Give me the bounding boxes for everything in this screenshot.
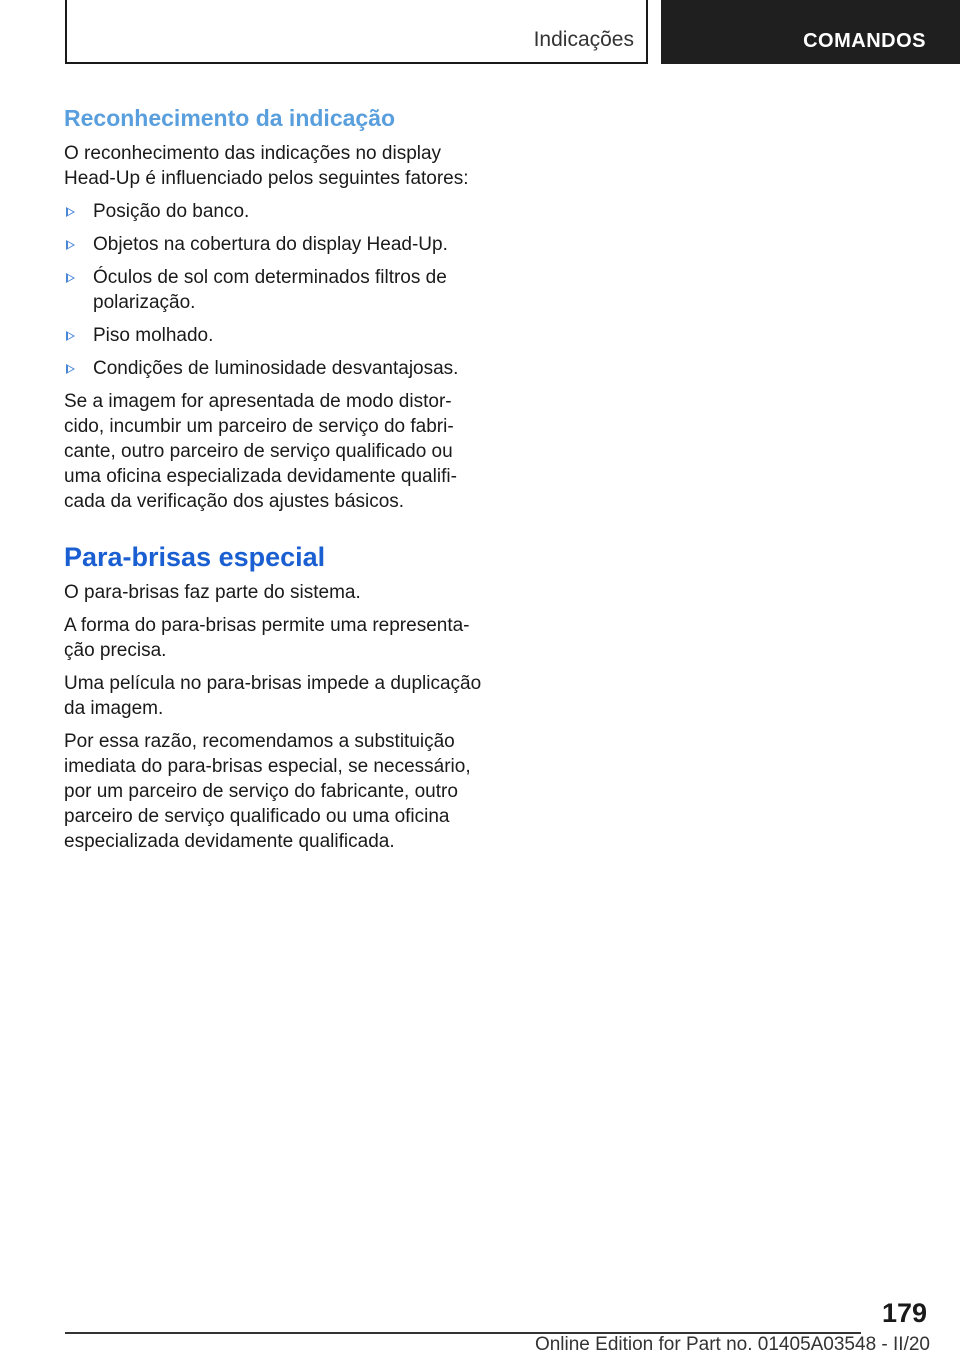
list-item-text: Piso molhado.	[93, 325, 214, 346]
triangle-bullet-icon	[66, 273, 75, 283]
recognition-factor-list	[64, 199, 482, 381]
page-content	[64, 103, 482, 862]
windshield-paragraph: Uma película no para-brisas impede a duplicação da imagem.	[64, 673, 482, 719]
footer-edition-text: Online Edition for Part no. 01405A03548 - II/20	[534, 1334, 930, 1355]
triangle-bullet-icon	[66, 240, 75, 250]
list-item	[64, 232, 482, 257]
list-item-text: Condições de luminosidade desvantajosas.	[93, 358, 459, 379]
windshield-paragraph: A forma do para-brisas permite uma representa-ção precisa.	[64, 615, 470, 661]
header-section-box	[65, 0, 648, 64]
triangle-bullet-icon	[66, 364, 75, 374]
list-item	[64, 356, 482, 381]
triangle-bullet-icon	[66, 207, 75, 217]
header-chapter-tab	[661, 0, 960, 64]
list-item	[64, 199, 482, 224]
triangle-bullet-icon	[66, 331, 75, 341]
recognition-closing: Se a imagem for apresentada de modo distor-cido, incumbir um parceiro de serviço do fabri-cante, outro parceiro de serviço qualificado ou uma oficina especializada devidamente qualifi-cada da verificação dos ajustes básicos.	[64, 391, 457, 512]
header-section-label: Indicações	[533, 28, 634, 51]
list-item-text: Objetos na cobertura do display Head-Up.	[93, 234, 448, 255]
header-chapter-label: COMANDOS	[803, 30, 926, 52]
windshield-paragraph: O para-brisas faz parte do sistema.	[64, 582, 361, 603]
recognition-intro: O reconhecimento das indicações no display Head-Up é influenciado pelos seguintes fatores:	[64, 143, 469, 189]
list-item	[64, 323, 482, 348]
list-item-text: Posição do banco.	[93, 201, 250, 222]
windshield-heading: Para-brisas especial	[64, 542, 326, 572]
windshield-paragraph: Por essa razão, recomendamos a substituição imediata do para-brisas especial, se necessário, por um parceiro de serviço do fabricante, outro parceiro de serviço qualificado ou uma oficina especializada devidamente qualificada.	[64, 731, 471, 852]
page-number: 179	[881, 1298, 927, 1328]
recognition-heading: Reconhecimento da indicação	[64, 105, 396, 131]
list-item	[64, 265, 482, 315]
list-item-text: Óculos de sol com determinados filtros de polarização.	[93, 267, 447, 313]
